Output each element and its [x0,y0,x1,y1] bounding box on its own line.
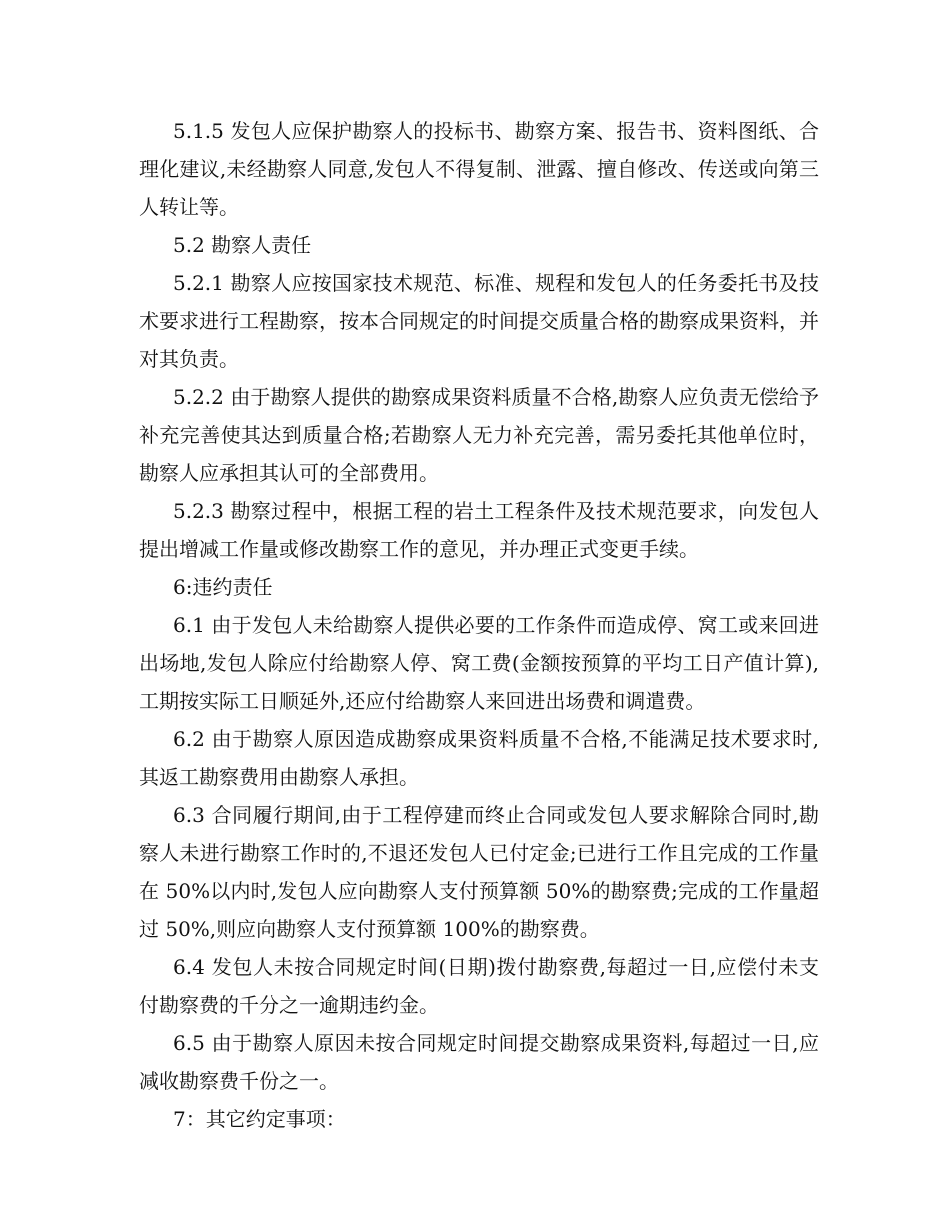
clause-5-1-5: 5.1.5 发包人应保护勘察人的投标书、勘察方案、报告书、资料图纸、合理化建议,未经勘察人同意,发包人不得复制、泄露、擅自修改、传送或向第三人转让等。 [139,119,819,219]
heading-5-2: 5.2 勘察人责任 [173,233,312,257]
clause-5-2-2: 5.2.2 由于勘察人提供的勘察成果资料质量不合格,勘察人应负责无偿给予补充完善使其达到质量合格;若勘察人无力补充完善，需另委托其他单位时，勘察人应承担其认可的全部费用。 [139,385,819,485]
clause-5-2-1: 5.2.1 勘察人应按国家技术规范、标准、规程和发包人的任务委托书及技术要求进行工程勘察，按本合同规定的时间提交质量合格的勘察成果资料，并对其负责。 [139,271,819,371]
clause-5-2-3: 5.2.3 勘察过程中，根据工程的岩土工程条件及技术规范要求，向发包人提出增减工作量或修改勘察工作的意见，并办理正式变更手续。 [139,499,819,561]
clause-6-1: 6.1 由于发包人未给勘察人提供必要的工作条件而造成停、窝工或来回进出场地,发包人除应付给勘察人停、窝工费(金额按预算的平均工日产值计算),工期按实际工日顺延外,还应付给勘察人来回进出场费和调遣费。 [139,613,819,713]
heading-6: 6:违约责任 [173,575,273,599]
heading-7: 7：其它约定事项： [173,1107,346,1131]
document-body [139,112,819,1138]
clause-6-4: 6.4 发包人未按合同规定时间(日期)拨付勘察费,每超过一日,应偿付未支付勘察费的千分之一逾期违约金。 [139,955,819,1017]
clause-6-3: 6.3 合同履行期间,由于工程停建而终止合同或发包人要求解除合同时,勘察人未进行勘察工作时的,不退还发包人已付定金;已进行工作且完成的工作量在 50%以内时,发包人应向勘察人支付预算额 50%的勘察费;完成的工作量超过 50%,则应向勘察人支付预算额 100%的勘察费。 [139,803,819,941]
clause-6-5: 6.5 由于勘察人原因未按合同规定时间提交勘察成果资料,每超过一日,应减收勘察费千份之一。 [139,1031,819,1093]
clause-6-2: 6.2 由于勘察人原因造成勘察成果资料质量不合格,不能满足技术要求时,其返工勘察费用由勘察人承担。 [139,727,819,789]
